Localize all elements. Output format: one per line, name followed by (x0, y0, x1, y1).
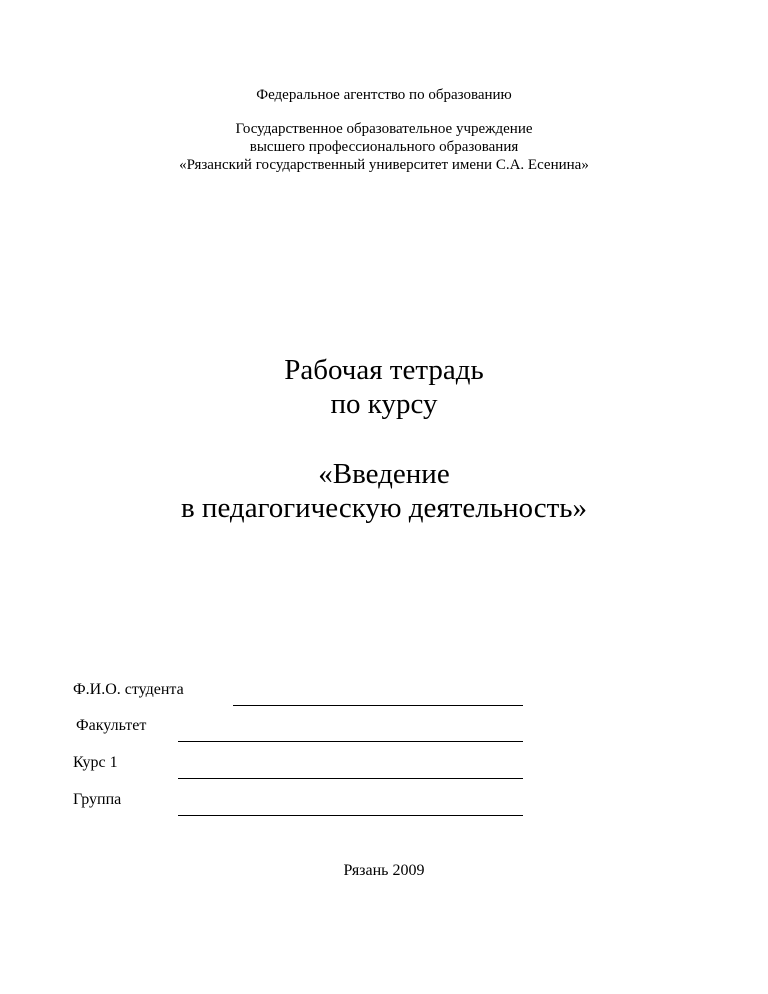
group-blank-line[interactable] (178, 815, 523, 816)
title-line-3: «Введение (318, 458, 450, 490)
city-year: Рязань 2009 (343, 862, 425, 879)
student-name-blank-line[interactable] (233, 705, 523, 706)
institution-line-3: «Рязанский государственный университет имени С.А. Есенина» (179, 157, 589, 173)
course-blank-line[interactable] (178, 778, 523, 779)
title-line-1: Рабочая тетрадь (284, 354, 484, 386)
title-line-4: в педагогическую деятельность» (180, 492, 588, 524)
institution-line-2: высшего профессионального образования (249, 139, 519, 155)
group-label: Группа (73, 791, 122, 808)
institution-line-1: Государственное образовательное учреждение (235, 121, 533, 137)
title-line-2: по курсу (330, 388, 438, 420)
agency-name: Федеральное агентство по образованию (256, 87, 512, 103)
faculty-label: Факультет (76, 717, 147, 734)
course-label: Курс 1 (73, 754, 118, 771)
faculty-blank-line[interactable] (178, 741, 523, 742)
student-name-label: Ф.И.О. студента (73, 681, 184, 698)
